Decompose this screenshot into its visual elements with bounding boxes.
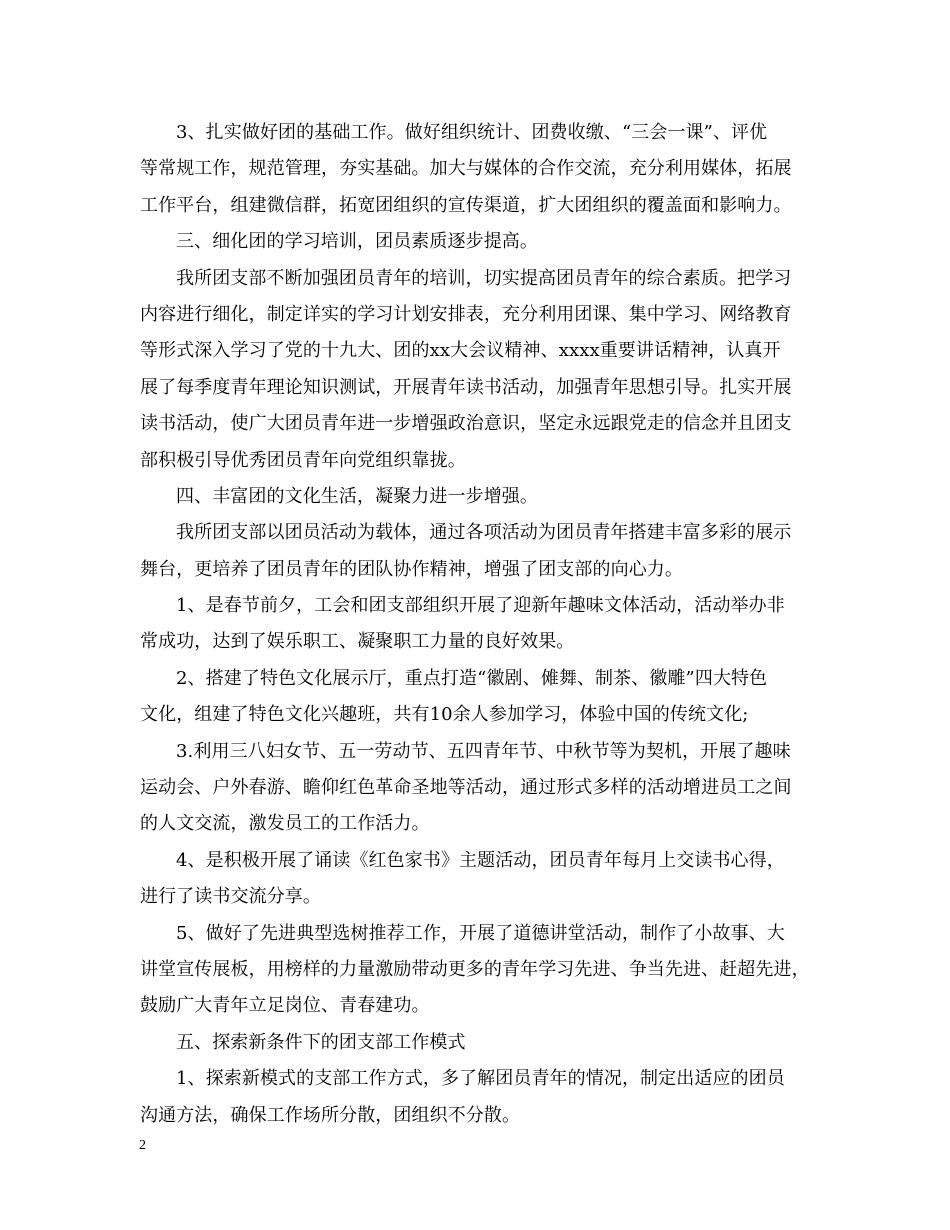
text-line: 等形式深入学习了党的十九大、团的xx大会议精神、xxxx重要讲话精神，认真开 (140, 340, 781, 362)
text-line: 我所团支部不断加强团员青年的培训，切实提高团员青年的综合素质。把学习 (176, 267, 792, 289)
page-number: 2 (139, 1138, 146, 1153)
text-line: 1、是春节前夕，工会和团支部组织开展了迎新年趣味文体活动，活动举办非 (176, 595, 785, 617)
text-line: 3.利用三八妇女节、五一劳动节、五四青年节、中秋节等为契机，开展了趣味 (176, 740, 791, 762)
text-line: 我所团支部以团员活动为载体，通过各项活动为团员青年搭建丰富多彩的展示 (176, 522, 792, 544)
text-line: 读书活动，使广大团员青年进一步增强政治意识，坚定永远跟党走的信念并且团支 (140, 413, 792, 435)
text-line: 3、扎实做好团的基础工作。做好组织统计、团费收缴、“三会一课”、评优 (176, 122, 768, 143)
text-line: 讲堂宣传展板，用榜样的力量激励带动更多的青年学习先进、争当先进、赶超先进， (140, 958, 810, 980)
text-line: 4、是积极开展了诵读《红色家书》主题活动，团员青年每月上交读书心得， (176, 849, 785, 871)
text-line: 2、搭建了特色文化展示厅，重点打造“徽剧、傩舞、制茶、徽雕”四大特色 (176, 667, 768, 689)
text-line: 进行了读书交流分享。 (140, 886, 321, 908)
text-line: 舞台，更培养了团员青年的团队协作精神，增强了团支部的向心力。 (140, 558, 683, 580)
text-line: 的人文交流，激发员工的工作活力。 (140, 813, 430, 835)
text-line: 5、做好了先进典型选树推荐工作，开展了道德讲堂活动，制作了小故事、大 (176, 922, 785, 944)
document-body (140, 115, 820, 1134)
text-line: 工作平台，组建微信群，拓宽团组织的宣传渠道，扩大团组织的覆盖面和影响力。 (140, 194, 792, 216)
text-line: 等常规工作，规范管理，夯实基础。加大与媒体的合作交流，充分利用媒体，拓展 (140, 158, 792, 180)
text-line: 三、细化团的学习培训，团员素质逐步提高。 (176, 231, 538, 253)
text-line: 沟通方法，确保工作场所分散，团组织不分散。 (140, 1104, 521, 1126)
text-line: 鼓励广大青年立足岗位、青春建功。 (140, 995, 430, 1017)
text-line: 常成功，达到了娱乐职工、凝聚职工力量的良好效果。 (140, 631, 575, 653)
text-line: 展了每季度青年理论知识测试，开展青年读书活动，加强青年思想引导。扎实开展 (140, 376, 792, 398)
text-line: 运动会、户外春游、瞻仰红色革命圣地等活动，通过形式多样的活动增进员工之间 (140, 777, 792, 799)
text-line: 1、探索新模式的支部工作方式，多了解团员青年的情况，制定出适应的团员 (176, 1068, 785, 1090)
text-line: 内容进行细化，制定详实的学习计划安排表，充分利用团课、集中学习、网络教育 (140, 303, 792, 325)
text-line: 部积极引导优秀团员青年向党组织靠拢。 (140, 449, 466, 471)
text-line: 五、探索新条件下的团支部工作模式 (176, 1031, 466, 1053)
text-line: 四、丰富团的文化生活，凝聚力进一步增强。 (176, 485, 538, 507)
text-line: 文化，组建了特色文化兴趣班，共有10余人参加学习，体验中国的传统文化; (140, 704, 749, 726)
